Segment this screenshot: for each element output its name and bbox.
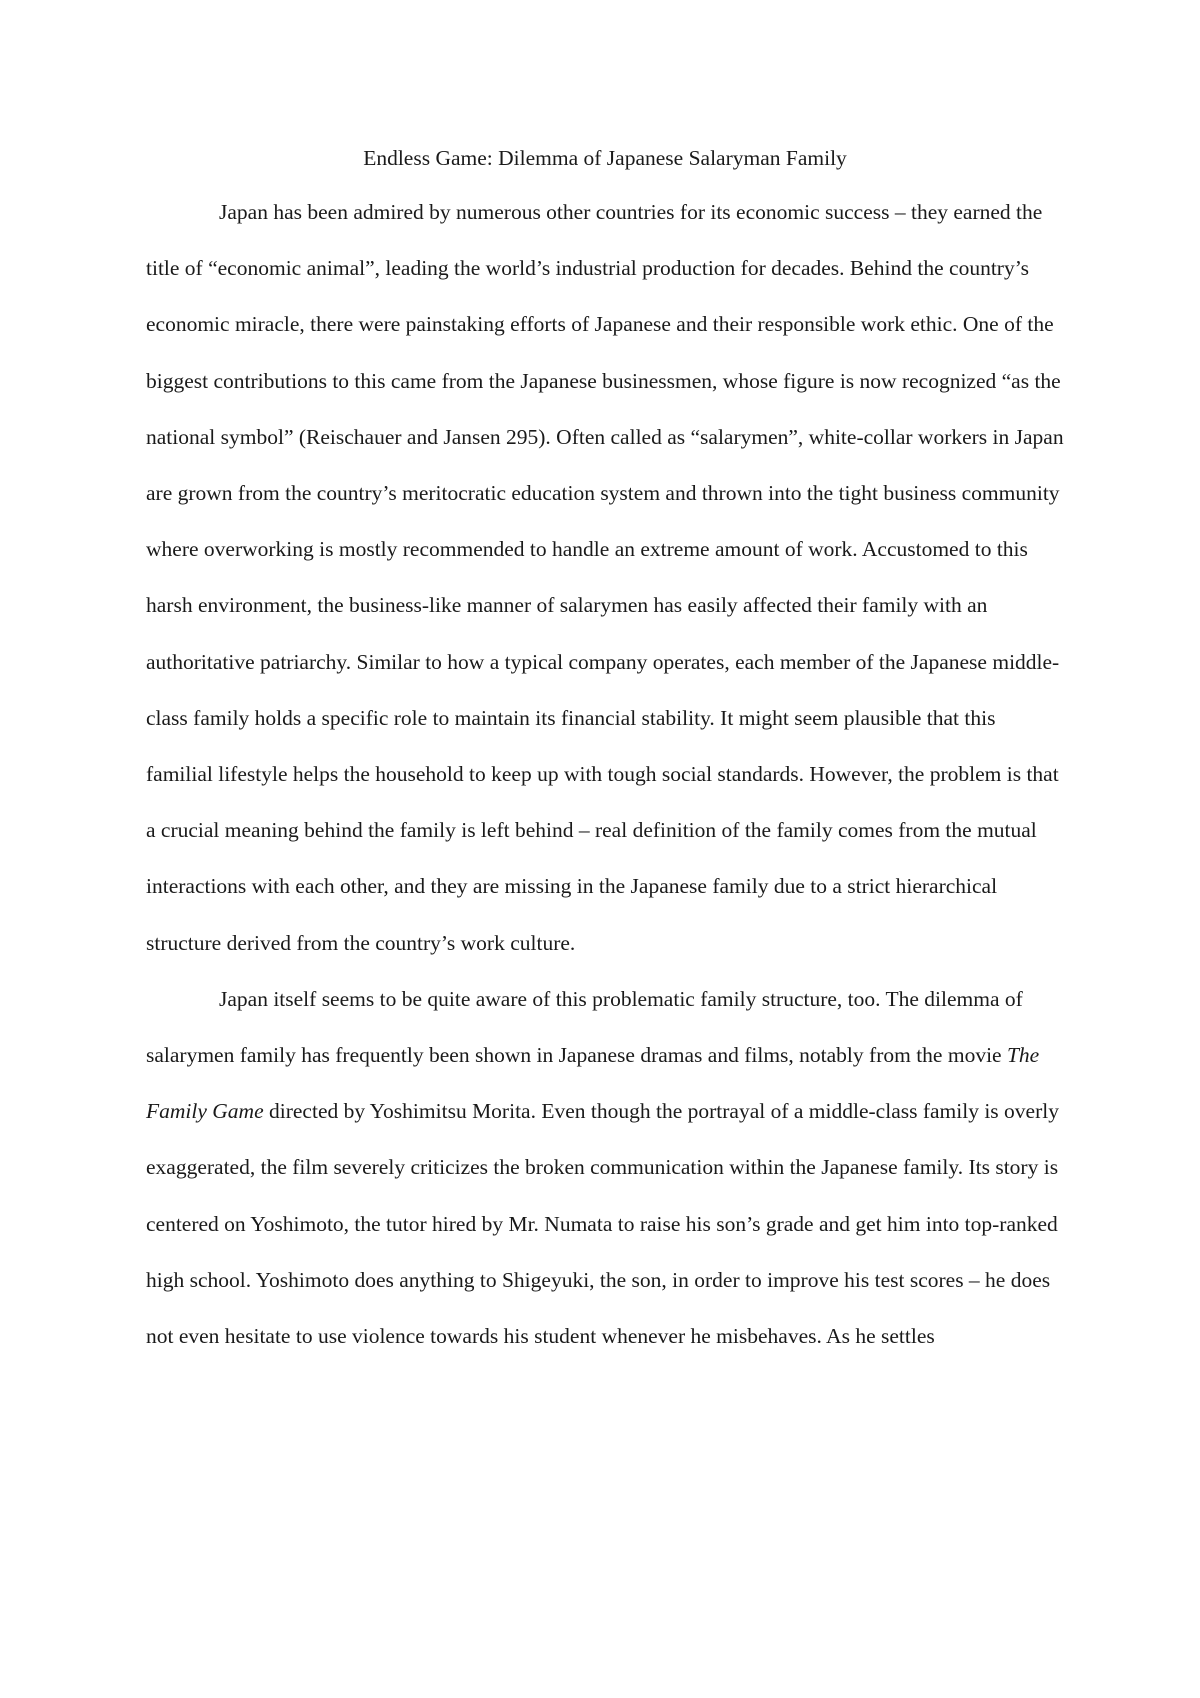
document-title: Endless Game: Dilemma of Japanese Salaryman Family — [363, 146, 847, 170]
film-title-italic: The Family Game — [146, 1043, 1040, 1124]
paragraph-2 — [146, 971, 1064, 1364]
paragraph-1: Japan has been admired by numerous other countries for its economic success – they earned the title of “economic animal”, leading the world’s industrial production for decades. Behind the country’s economic miracle, there were painstaking efforts of Japanese and their responsible work ethic. One of the biggest contributions to this came from the Japanese businessmen, whose figure is now recognized “as the national symbol” (Reischauer and Jansen 295). Often called as “salarymen”, white-collar workers in Japan are grown from the country’s meritocratic education system and thrown into the tight business community where overworking is mostly recommended to handle an extreme amount of work. Accustomed to this harsh environment, the business-like manner of salarymen has easily affected their family with an authoritative patriarchy. Similar to how a typical company operates, each member of the Japanese middle-class family holds a specific role to maintain its financial stability. It might seem plausible that this familial lifestyle helps the household to keep up with tough social standards. However, the problem is that a crucial meaning behind the family is left behind – real definition of the family comes from the mutual interactions with each other, and they are missing in the Japanese family due to a strict hierarchical structure derived from the country’s work culture. — [146, 200, 1064, 955]
paragraph-2-text-end: directed by Yoshimitsu Morita. Even though the portrayal of a middle-class family is overly exaggerated, the film severely criticizes the broken communication within the Japanese family. Its story is centered on Yoshimoto, the tutor hired by Mr. Numata to raise his son’s grade and get him into top-ranked high school. Yoshimoto does anything to Shigeyuki, the son, in order to improve his test scores – he does not even hesitate to use violence towards his student whenever he misbehaves. As he settles — [146, 1099, 1059, 1349]
document-body — [146, 140, 1064, 1364]
paragraph-2-text-start: Japan itself seems to be quite aware of this problematic family structure, too. The dilemma of salarymen family has frequently been shown in Japanese dramas and films, notably from the movie — [146, 986, 1023, 1068]
